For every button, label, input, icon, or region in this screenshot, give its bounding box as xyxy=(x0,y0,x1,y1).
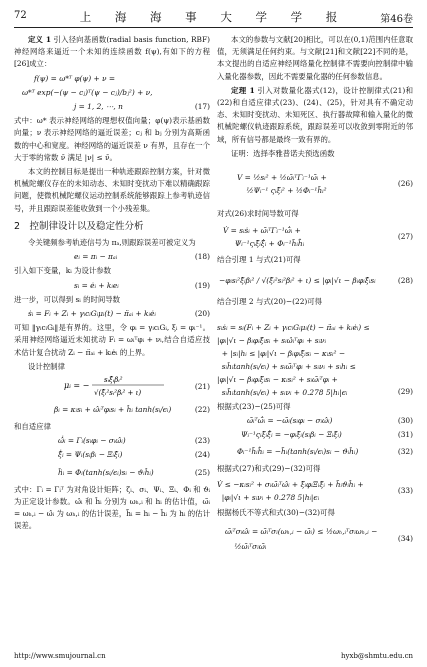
volume-label: 第46卷 xyxy=(380,14,413,25)
page-number: 72 xyxy=(14,10,27,21)
equation-33: V̇ ≤ −κᵢsᵢ² + σᵢω̃ᵢᵀω̂ᵢ + ξ̃ᵢφᵢΞᵢξ̂ᵢ + h̃ᵢϑᵢĥᵢ + |φᵢ|√ι + sᵢνᵢ + 0.278 5|hᵢ|ϵᵢ (33) xyxy=(217,480,413,503)
paragraph: 可知 ‖γᵢcᵢGᵢ‖是有界的。这里，令 φᵢ = γᵢcᵢGᵢ, ξᵢ = φᵢ⁻¹。采用神经网络逼近未知扰动 Fᵢ = ωᵢᵀφᵢ + νᵢ,结合自适应技术估计复合扰动 Zᵢ − π̈ₐᵢ + kᵢėᵢ 的上界。 xyxy=(14,323,210,357)
paragraph: 对式(26)求时间导数可得 xyxy=(217,209,299,219)
equation-28: −φᵢsᵢ²ξ̂ᵢβᵢ² / √(ξ̂ᵢ²sᵢ²βᵢ² + ι) ≤ |φᵢ|√ι − βᵢφᵢξ̂ᵢsᵢ (28) xyxy=(219,276,413,286)
paragraph: 结合引理 2 与式(20)−(22)可得 xyxy=(217,297,323,307)
equation-29: sᵢṡᵢ = sᵢ(Fᵢ + Zᵢ + γᵢcᵢGᵢμᵢ(t) − π̈ₐᵢ + kᵢėᵢ) ≤ |φᵢ|√ι − βᵢφᵢξ̂ᵢsᵢ + sᵢω̂ᵢᵀφᵢ + sᵢνᵢ + |sᵢ|hᵢ ≤ |φᵢ|√ι − βᵢφᵢξ̂ᵢsᵢ − κᵢsᵢ² − sᵢĥᵢtanh(sᵢ/ϵᵢ) + sᵢω̃ᵢᵀφᵢ + sᵢνᵢ + sᵢhᵢ ≤ |φᵢ|√ι − βᵢφᵢξ̃ᵢsᵢ − κᵢsᵢ² + sᵢω̃ᵢᵀφᵢ + sᵢh̃ᵢtanh(sᵢ/ϵᵢ) + sᵢνᵢ + 0.278 5|hᵢ|ϵᵢ (29) xyxy=(217,322,413,397)
footer-email: hyxb@shmtu.edu.cn xyxy=(341,652,413,660)
paragraph: 和自适应律 xyxy=(14,422,51,432)
paragraph: 本文的控制目标是提出一种轨迹跟踪控制方案，针对微机械陀螺仪存在的未知动态、未知时变扰动下难以精确跟踪问题，使微机械陀螺仪运动控制系统能够跟踪上参考轨迹信号，并且跟踪误差能收敛到一个小残差集。 xyxy=(14,167,210,213)
running-header xyxy=(14,6,413,28)
equation-18: eᵢ = πᵢ − πₐᵢ (18) xyxy=(74,252,210,262)
paragraph: 令关键频参考轨迹信号为 πₐ,则跟踪误差可被定义为 xyxy=(28,238,196,248)
svg-text:μᵢ = −: μᵢ = − xyxy=(64,380,90,390)
paragraph: 进一步，可以得到 sᵢ 的时间导数 xyxy=(14,294,121,304)
equation-31: Ψᵢ⁻¹ςᵢξ̃ᵢξ̃̇ᵢ = −φᵢξ̃ᵢ(sᵢβᵢ − Ξᵢξ̂ᵢ) (31) xyxy=(241,430,413,440)
equation-26: V = ½sᵢ² + ½ω̃ᵢᵀΓᵢ⁻¹ω̃ᵢ + ½Ψᵢ⁻¹ ςᵢξ̃ᵢ² + ½Φᵢ⁻¹h̃ᵢ² (26) xyxy=(237,173,413,196)
paragraph: 根据杨氏不等式和式(30)−(32)可得 xyxy=(217,508,335,518)
svg-text:√(ξ̂ᵢ²sᵢ²βᵢ² + ι): √(ξ̂ᵢ²sᵢ²βᵢ² + ι) xyxy=(94,388,142,397)
svg-text:sᵢξ̂ᵢβᵢ²: sᵢξ̂ᵢβᵢ² xyxy=(104,375,123,384)
equation-32: Φᵢ⁻¹h̃ᵢh̃̇ᵢ = −h̃ᵢ(tanh(sᵢ/ϵᵢ)sᵢ − ϑᵢĥᵢ) (32) xyxy=(237,447,413,457)
equation-24: ξ̂̇ᵢ = Ψᵢ(sᵢβᵢ − Ξᵢξ̂ᵢ) (24) xyxy=(58,450,210,460)
paragraph: 式中：ω* 表示神经网络的理想权值向量；φ(ψ)表示基函数向量；ν 表示神经网络的逼近误差；cⱼ 和 bⱼ 分别为高斯函数的中心和宽度。神经网络的逼近误差 ν 有界，且存在一个大于零的常数 ν̄ 满足 |ν| ≤ ν̄。 xyxy=(14,116,210,162)
definition-1: 定义 1 引入径向基函数(radial basis function, RBF)神经网络来逼近一个未知的连续函数 f(ψ),有如下的方程[26]成立： xyxy=(14,35,210,69)
equation-34: ω̃ᵢᵀσᵢω̂ᵢ = ω̃ᵢᵀσᵢ(ωₕ,ᵢ − ω̃ᵢ) ≤ ½ωₕ,ᵢᵀσᵢωₕ,ᵢ − ½ω̃ᵢᵀσᵢω̃ᵢ (34) xyxy=(225,526,413,551)
equation-20: ṡᵢ = Fᵢ + Zᵢ + γᵢcᵢGᵢμᵢ(t) − π̈ₐᵢ + kᵢėᵢ (20) xyxy=(28,309,210,319)
paragraph: 本文的参数与文献[20]相比，可以在(0,1)范围内任意取值，无须满足任何约束。与文献[21]和文献[22]不同的是，本文提出的自适应神经网络量化控制律不需要向控制律中输入量化器参数，因此不需要量化器的任何参数信息。 xyxy=(217,35,413,81)
page-footer xyxy=(14,652,413,660)
equation-17: f(ψ) = ω*ᵀ φ(ψ) + ν = xyxy=(34,73,116,83)
theorem-1: 定理 1 引入对数量化器式(12)，设计控制律式(21)和(22)和自适应律式(23)、(24)、(25)，针对具有不确定动态、未知时变扰动、未知死区、执行器故障和输入量化的微机械陀螺仪轨迹跟踪系统，跟踪误差可以收敛到零附近的邻域，所有信号都是最终一致有界的。 xyxy=(217,85,413,144)
right-column xyxy=(217,34,413,558)
paragraph: 引入如下变量，kᵢ 为设计参数 xyxy=(14,266,112,276)
equation-19: sᵢ = ėᵢ + kᵢeᵢ (19) xyxy=(74,280,210,290)
equation-27: V̇ = sᵢṡᵢ + ω̃ᵢᵀΓᵢ⁻¹ω̃̇ᵢ + Ψᵢ⁻¹ςᵢξ̃ᵢξ̃̇ᵢ + Φᵢ⁻¹h̃ᵢh̃̇ᵢ (27) xyxy=(223,226,413,249)
paragraph: 根据式(23)−(25)可得 xyxy=(217,401,291,411)
paragraph: 结合引理 1 与式(21)可得 xyxy=(217,255,301,265)
paragraph: 式中：Γᵢ = Γᵢᵀ 为对角设计矩阵；ζᵢ、σᵢ、Ψᵢ、Ξᵢ、Φᵢ 和 ϑᵢ 为正定设计参数。ω̂ᵢ 和 ĥᵢ 分别为 ωₕ,ᵢ 和 hᵢ 的估计值，ω̃ᵢ = ωₕ,ᵢ − ω̂ᵢ 为 ωₕ,ᵢ 的估计误差，h̃ᵢ = hᵢ − ĥᵢ 为 hᵢ 的估计误差。 xyxy=(14,484,210,531)
paragraph: 根据式(27)和式(29)−(32)可得 xyxy=(217,464,321,474)
footer-url: http://www.smujournal.cn xyxy=(14,652,106,660)
equation-25: ĥ̇ᵢ = Φᵢ(tanh(sᵢ/ϵᵢ)sᵢ − ϑᵢĥᵢ) (25) xyxy=(58,467,210,477)
equation-23: ω̂̇ᵢ = Γᵢ(sᵢφᵢ − σᵢω̂ᵢ) (23) xyxy=(58,436,210,446)
left-column: 定义 1 引入径向基函数(radial basis function, RBF)神经网络来逼近一个未知的连续函数 f(ψ),有如下的方程[26]成立： f(ψ) = ω*ᵀ φ(ψ) + ν = ω*ᵀ exp(−(ψ − cⱼ)ᵀ(ψ − cⱼ)/bⱼ²) + ν, j = 1, 2, ⋯, n (17) 式中：ω* 表示神经网络的理想权值向量；φ(ψ)表示基函数向量；ν 表示神经网络的逼近误差；cⱼ 和 bⱼ 分别为高斯函数的中心和宽度。神经网络的逼近误差 ν 有界，且存在一个大于零的常数 ν̄ 满足 |ν| ≤ ν̄。 本文的控制目标是提出一种轨迹跟踪控制方案，针对微机械陀螺仪存在的未知动态、未知时变扰动下难以精确跟踪问题，使微机械陀螺仪运动控制系统能够跟踪上参考轨迹信号，并且跟踪误差能收敛到一个小残差集。 2 控制律设计以及稳定性分析 令关键频参考轨迹信号为 πₐ,则跟踪误差可被定义为 eᵢ = πᵢ − πₐᵢ (18) 引入如下变量，kᵢ 为设计参数 sᵢ = ėᵢ + kᵢeᵢ (19) 进一步，可以得到 sᵢ 的时间导数 ṡᵢ = Fᵢ + Zᵢ + γᵢcᵢGᵢμᵢ(t) − π̈ₐᵢ + kᵢėᵢ (20) 可知 ‖γᵢcᵢGᵢ‖是有界的。这里，令 φᵢ = γᵢcᵢGᵢ, ξᵢ = φᵢ⁻¹。采用神经网络逼近未知扰动 Fᵢ = ωᵢᵀφᵢ + νᵢ,结合自适应技术估计复合扰动 Zᵢ − π̈ₐᵢ + kᵢėᵢ 的上界。 设计控制律 μᵢ = − sᵢξ̂ᵢβᵢ² √(ξ̂ᵢ²sᵢ²βᵢ² + ι) (21) βᵢ = κᵢsᵢ + ω̂ᵢᵀφᵢsᵢ + ĥᵢ tanh(sᵢ/ϵᵢ) (22) 和自适应律 ω̂̇ᵢ = Γᵢ(sᵢφᵢ − σᵢω̂ᵢ) (23) ξ̂̇ᵢ = Ψᵢ(sᵢβᵢ − Ξᵢξ̂ᵢ) (24) ĥ̇ᵢ = Φᵢ(tanh(sᵢ/ϵᵢ)sᵢ − ϑᵢĥᵢ) (25) 式中：Γᵢ = Γᵢᵀ 为对角设计矩阵；ζᵢ、σᵢ、Ψᵢ、Ξᵢ、Φᵢ 和 ϑᵢ 为正定设计参数。ω̂ᵢ 和 ĥᵢ 分别为 ωₕ,ᵢ 和 hᵢ 的估计值，ω̃ᵢ = ωₕ,ᵢ − ω̂ᵢ 为 ωₕ,ᵢ 的估计误差，h̃ᵢ = hᵢ − ĥᵢ 为 hᵢ 的估计误差。 xyxy=(14,34,210,535)
journal-title: 上 海 海 事 大 学 学 报 xyxy=(79,10,348,24)
equation-21-graphic xyxy=(64,373,174,397)
paragraph: 证明：选择李雅普诺夫预选函数 xyxy=(231,148,335,158)
paragraph: 设计控制律 xyxy=(28,361,65,371)
equation-21: μᵢ = − sᵢξ̂ᵢβᵢ² √(ξ̂ᵢ²sᵢ²βᵢ² + ι) (21) xyxy=(14,375,210,399)
section-heading: 2 控制律设计以及稳定性分析 xyxy=(14,220,144,232)
equation-30: ω̃ᵢᵀω̃̇ᵢ = −ω̃ᵢ(sᵢφᵢ − σᵢω̂ᵢ) (30) xyxy=(247,415,413,425)
equation-22: βᵢ = κᵢsᵢ + ω̂ᵢᵀφᵢsᵢ + ĥᵢ tanh(sᵢ/ϵᵢ) (22) xyxy=(54,404,210,414)
